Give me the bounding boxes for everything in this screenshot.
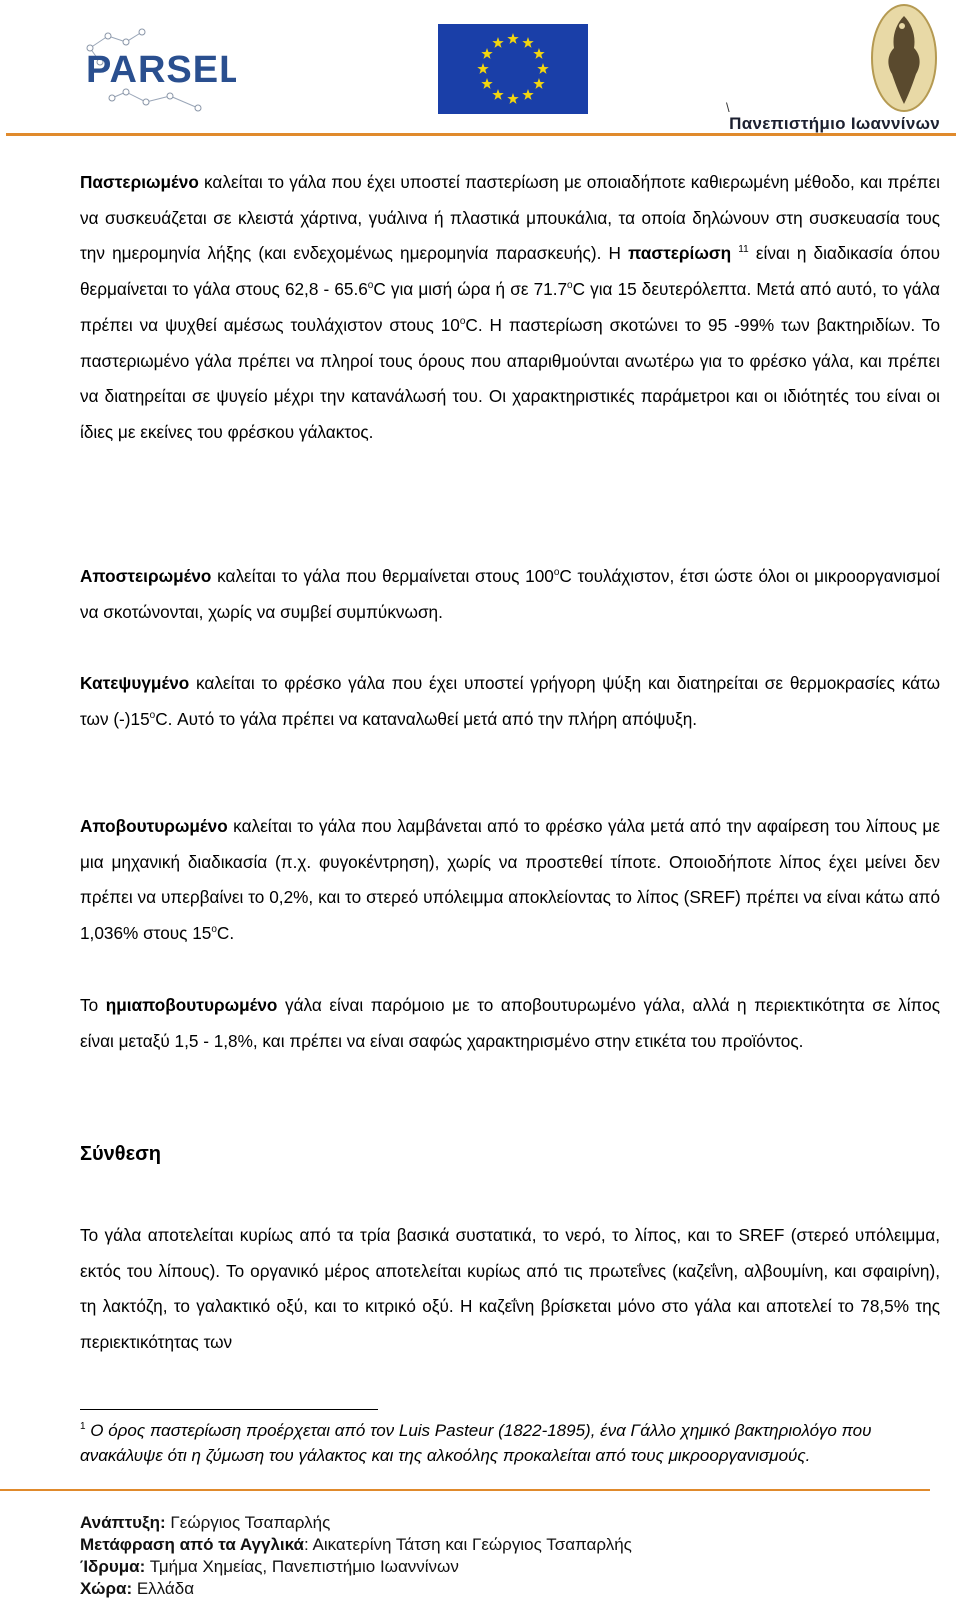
footnote-divider (80, 1409, 378, 1410)
footer-institution (80, 1556, 632, 1578)
degree-mark: o (367, 280, 374, 292)
paragraph-composition (80, 1218, 940, 1361)
term-pasteurized: Παστεριωμένο (80, 172, 199, 192)
paragraph-text: είναι η διαδικασία όπου θερμαίνεται το γάλα στους 62,8 - 65.6 (80, 243, 940, 300)
footer-value: Τμήμα Χημείας, Πανεπιστήμιο Ιωαννίνων (145, 1557, 459, 1576)
paragraph-text: Το (80, 995, 106, 1015)
footer-label: Χώρα: (80, 1579, 133, 1598)
footnote-number: 1 (80, 1421, 86, 1432)
footnote-reference[interactable]: 11 (738, 244, 749, 256)
footer-value: : Αικατερίνη Τάτση και Γεώργιος Τσαπαρλής (304, 1535, 632, 1554)
paragraph-text: C για μισή ώρα ή σε 71.7 (373, 279, 568, 300)
paragraph-text: γάλα είναι παρόμοιο με το αποβουτυρωμένο γάλα, αλλά η περιεκτικότητα σε λίπος είναι μεταξύ 1,5 - 1,8%, και πρέπει να είναι σαφώς χαρακτηρισμένο στην ετικέτα του προϊόντος. (80, 995, 940, 1051)
degree-mark: o (149, 709, 156, 721)
footer-credits (80, 1512, 632, 1600)
term-skimmed: Αποβουτυρωμένο (80, 816, 228, 836)
degree-mark: o (567, 280, 573, 292)
paragraph-text: καλείται το φρέσκο γάλα που έχει υποστεί γρήγορη ψύξη και διατηρείται σε θερμοκρασίες κάτω των (-)15 (80, 673, 940, 729)
university-emblem (870, 2, 938, 114)
paragraph-text: C. (216, 923, 235, 944)
term-frozen: Κατεψυγμένο (80, 673, 190, 693)
header-divider (6, 133, 956, 136)
paragraph-text: καλείται το γάλα που θερμαίνεται στους 100 (211, 566, 554, 586)
paragraph-text: καλείται το γάλα που λαμβάνεται από το φρέσκο γάλα μετά από την αφαίρεση του λίπους με μια μηχανική διαδικασία (π.χ. φυγοκέντρηση), χωρίς να προστεθεί τίποτε. Οποιοδήποτε λίπος έχει μείνει δεν πρέπει να υπερβαίνει το 0,2%, και το στερεό υπόλειμμα αποκλείοντας το λίπος (SREF) πρέπει να είναι κάτω από 1,036% στους 15 (80, 816, 940, 944)
footer-value: Γεώργιος Τσαπαρλής (165, 1513, 331, 1532)
paragraph-semi-skimmed (80, 988, 940, 1059)
paragraph-text: C τουλάχιστον, έτσι ώστε όλοι οι μικροοργανισμοί να σκοτώνονται, χωρίς να συμβεί συμπύκνωση. (80, 566, 940, 622)
footnote-text: Ο όρος παστερίωση προέρχεται από τον Luis Pasteur (1822-1895), ένα Γάλλο χημικό βακτηριολόγο που ανακάλυψε ότι η ζύμωση του γάλακτος και της αλκοόλης προκαλείται από τους μικροοργανισμούς. (80, 1421, 872, 1465)
paragraph-text: C. Η παστερίωση σκοτώνει το 95 -99% των βακτηριδίων. Το παστεριωμένο γάλα πρέπει να πληροί τους όρους που απαριθμούνται ανωτέρω για το φρέσκο γάλα, και πρέπει να διατηρείται σε ψυγείο μέχρι την κατανάλωσή του. Οι χαρακτηριστικές παράμετροι και οι ιδιότητές του είναι οι ίδιες με εκείνες του φρέσκου γάλακτος. (80, 314, 941, 442)
footer-country (80, 1578, 632, 1600)
degree-mark: o (459, 315, 466, 327)
section-title-composition: Σύνθεση (80, 1143, 161, 1165)
paragraph-text: C για 15 δευτερόλεπτα. Μετά από αυτό, το γάλα πρέπει να ψυχθεί αμέσως τουλάχιστον στους 10 (80, 279, 940, 335)
degree-mark: o (211, 924, 217, 936)
header-slash: \ (726, 100, 730, 115)
parsel-logo-text: PARSEL (86, 49, 236, 91)
footer-label: Ίδρυμα: (80, 1557, 146, 1576)
parsel-logo (86, 28, 236, 116)
footer-divider (0, 1489, 930, 1491)
term-pasteurization: παστερίωση (628, 243, 732, 264)
footer-label: Ανάπτυξη: (80, 1513, 166, 1532)
paragraph-text: Το γάλα αποτελείται κυρίως από τα τρία βασικά συστατικά, το νερό, το λίπος, και το SREF (στερεό υπόλειμμα, εκτός του λίπους). Το οργανικό μέρος αποτελείται κυρίως από τις πρωτεΐνες (καζεΐνη, αλβουμίνη, και σφαιρίνη), τη λακτόζη, το γαλακτικό οξύ, και το κιτρικό οξύ. Η καζεΐνη βρίσκεται μόνο στο γάλα και αποτελεί το 78,5% της περιεκτικότητας των (80, 1225, 940, 1353)
footnote (80, 1418, 940, 1468)
term-sterilized: Αποστειρωμένο (80, 566, 212, 586)
footer-translation (80, 1534, 632, 1556)
paragraph-skimmed (80, 809, 940, 952)
paragraph-pasteurized (80, 165, 940, 451)
eu-flag-logo (438, 24, 588, 114)
university-name: Πανεπιστήμιο Ιωαννίνων (729, 114, 940, 133)
term-semi-skimmed: ημιαποβουτυρωμένο (105, 995, 278, 1015)
degree-mark: o (553, 567, 560, 578)
footer-label: Μετάφραση από τα Αγγλικά (80, 1535, 304, 1554)
footer-development (80, 1512, 632, 1534)
paragraph-text: καλείται το γάλα που έχει υποστεί παστερίωση με οποιαδήποτε καθιερωμένη μέθοδο, και πρέπει να συσκευάζεται σε κλειστά χάρτινα, γυάλινα ή πλαστικά μπουκάλια, τα οποία δηλώνουν στη συσκευασία τους την ημερομηνία λήξης (και ενδεχομένως ημερομηνία παρασκευής). Η (80, 172, 940, 264)
paragraph-sterilized (80, 559, 940, 630)
paragraph-frozen (80, 666, 940, 737)
footer-value: Ελλάδα (132, 1579, 195, 1598)
paragraph-text: C. Αυτό το γάλα πρέπει να καταναλωθεί μετά από την πλήρη απόψυξη. (155, 708, 698, 729)
